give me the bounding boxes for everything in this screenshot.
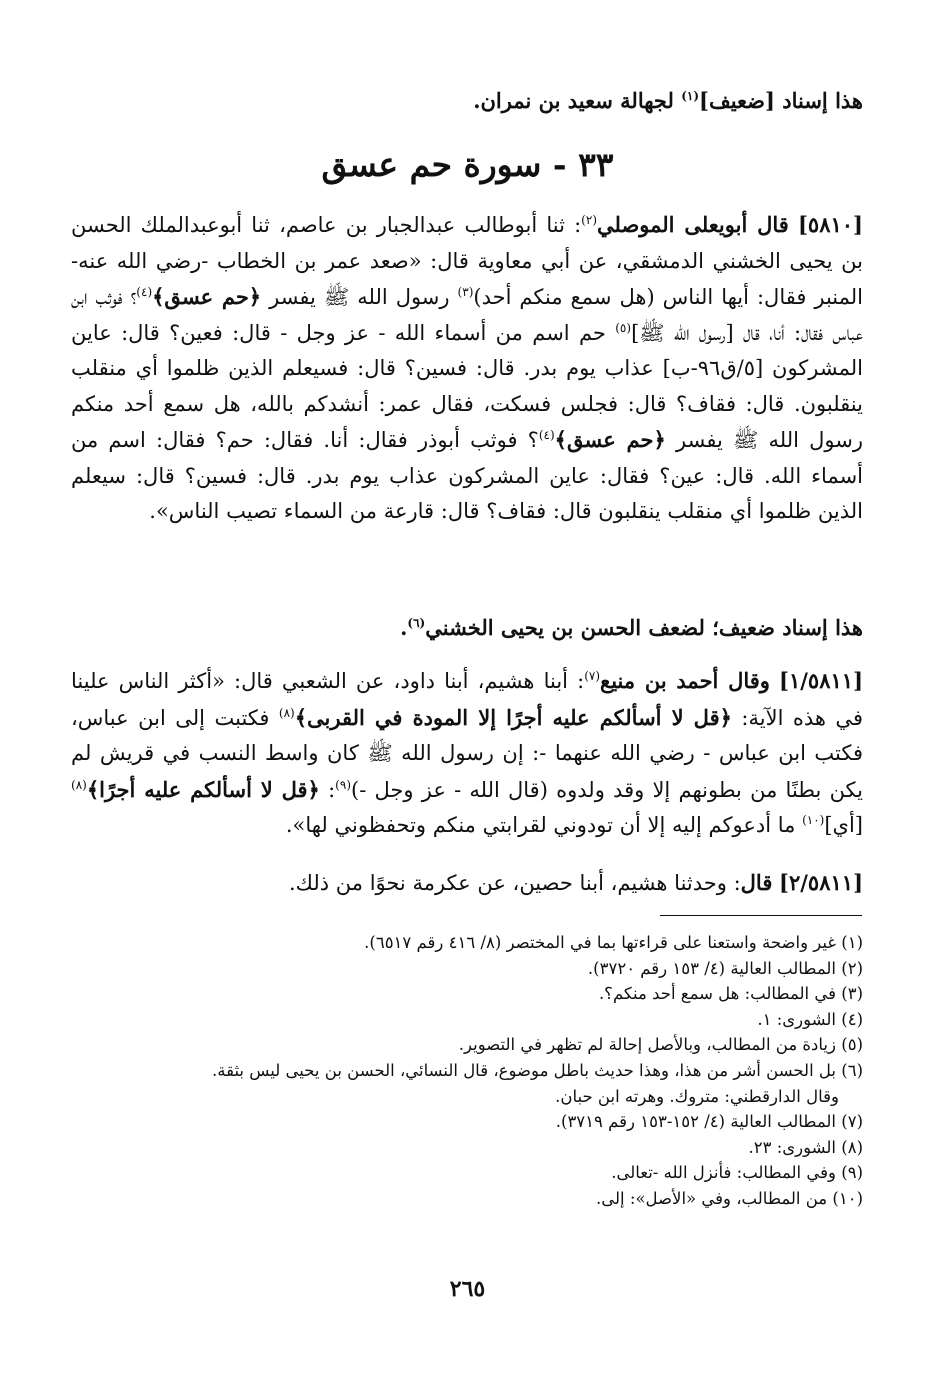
- narrator-caller: وقال أحمد بن منيع: [600, 668, 770, 693]
- verdict-end: .: [400, 615, 408, 640]
- verdict-text: هذا إسناد ضعيف؛ لضعف الحسن بن يحيى الخشني: [425, 615, 863, 640]
- footnote-ref-1: (١): [681, 89, 700, 103]
- footnote-ref-8: (٨): [71, 777, 87, 792]
- footnote: (١) غير واضحة واستعنا على قراءتها بما في المختصر (٨/ ٤١٦ رقم ٦٥١٧).: [364, 933, 863, 952]
- footnote: (٦) بل الحسن أشر من هذا، وهذا حديث باطل موضوع، قال النسائي، الحسن بن يحيى ليس بثقة.: [212, 1060, 863, 1080]
- footnote-ref-4: (٤): [136, 285, 153, 299]
- narrator-caller: قال: [740, 870, 773, 895]
- hadith-text: : وحدثنا هشيم، أبنا حصين، عن عكرمة نحوًا من ذلك.: [288, 871, 741, 895]
- hadith-5811-1: [71, 663, 863, 844]
- footnote-ref-9: (٩): [335, 777, 351, 792]
- footnote-ref-6: (٦): [407, 616, 426, 630]
- footnote-ref-10: (١٠): [802, 813, 825, 827]
- footnote: (٣) في المطالب: هل سمع أحد منكم؟.: [598, 984, 863, 1004]
- footnote-ref-3: (٣): [457, 285, 474, 299]
- note-text-b: لجهالة سعيد بن نمران.: [473, 88, 682, 113]
- footnote: (٤) الشورى: ١.: [757, 1009, 863, 1029]
- hadith-number: [١/٥٨١١]: [779, 668, 863, 693]
- hadith-text: حم اسم من أسماء الله - عز وجل - قال: فعين؟ قال: عاين المشركون [٥/ق٩٦-ب] عذاب يوم بدر. قال: فسين؟ قال: فسيعلم الذين ظلموا أي منقلب ينقلبون. قال: فقاف؟ قال: فجلس فسكت، فقال عمر: أنشدكم بالله، هل سمع أحد منكم رسول الله ﷺ يفسر: [71, 320, 863, 452]
- footnote-ref-4: (٤): [538, 428, 555, 442]
- hadith-text: : ثنا أبوطالب عبدالجبار بن عاصم، ثنا أبوعبدالملك الحسن بن يحيى الخشني الدمشقي، عن أبي معاوية قال: «صعد عمر بن الخطاب -رضي الله عنه- المنبر فقال: أيها الناس (هل سمع منكم أحد): [71, 213, 864, 309]
- footnote-ref-5: (٥): [615, 320, 632, 335]
- hadith-5810: [71, 207, 863, 530]
- narrator-caller: قال أبويعلى الموصلي: [597, 212, 789, 237]
- quran-verse: ﴿قل لا أسألكم عليه أجرًا إلا المودة في القربى﴾: [294, 704, 732, 730]
- footnote: (٢) المطالب العالية (٤/ ١٥٣ رقم ٣٧٢٠).: [587, 958, 863, 978]
- footnote-continuation: وقال الدارقطني: متروك. وهرته ابن حبان.: [555, 1086, 839, 1106]
- chain-verdict: [71, 610, 863, 646]
- note-text-a: هذا إسناد [ضعيف]: [699, 88, 863, 113]
- page-number: ٢٦٥: [449, 1276, 486, 1302]
- footnote: (٥) زيادة من المطالب، وبالأصل إحالة لم تظهر في التصوير.: [458, 1035, 863, 1055]
- quran-verse: ﴿حم عسق﴾: [554, 427, 666, 452]
- footnote: (٩) وفي المطالب: فأنزل الله -تعالى.: [611, 1163, 863, 1183]
- hadith-5811-2: [71, 865, 863, 902]
- hadith-text: ؟ فوثب ابن عباس فقال: أنا، قال [رسول الله ﷺ]: [71, 285, 863, 345]
- hadith-text: [أي]: [824, 813, 863, 837]
- footnote-divider: [660, 915, 862, 916]
- hadith-number: [٢/٥٨١١]: [779, 870, 863, 895]
- hadith-text: ما أدعوكم إليه إلا أن تودوني لقرابتي منكم وتحفظوني لها».: [285, 813, 803, 837]
- footnote-ref-8: (٨): [278, 705, 295, 720]
- quran-verse: ﴿حم عسق﴾: [152, 284, 262, 309]
- footnote-ref-7: (٧): [584, 669, 601, 683]
- hadith-text: :: [319, 777, 336, 802]
- footnote: (١٠) من المطالب، وفي «الأصل»: إلى.: [596, 1188, 863, 1208]
- footnotes-list: [71, 930, 863, 1212]
- hadith-text: رسول الله ﷺ يفسر: [261, 285, 458, 309]
- footnote: (٨) الشورى: ٢٣.: [748, 1137, 863, 1157]
- quran-verse: ﴿قل لا أسألكم عليه أجرًا﴾: [86, 776, 320, 802]
- footnote: (٧) المطالب العالية (٤/ ١٥٢-١٥٣ رقم ٣٧١٩).: [555, 1112, 863, 1132]
- weak-chain-note: [71, 83, 863, 119]
- footnote-ref-2: (٢): [581, 213, 597, 227]
- hadith-text: فكتبت إلى ابن عباس، فكتب ابن عباس - رضي الله عنهما -: إن رسول الله ﷺ كان واسط النسب في قريش لم يكن بطنًا من بطونهم إلا وقد ولدوه (قال الله - عز وجل -): [71, 705, 864, 802]
- surah-heading: ٣٣ - سورة حم عسق: [321, 145, 614, 184]
- hadith-text: ؟ فوثب أبوذر فقال: أنا. فقال: حم؟ فقال: اسم من أسماء الله. قال: عين؟ فقال: عاين المشركون عذاب يوم بدر. قال: فسين؟ قال: سيعلم الذين ظلموا أي منقلب ينقلبون قال: فقاف؟ قال: قارعة من السماء تصيب الناس».: [71, 428, 863, 523]
- hadith-text: : أبنا هشيم، أبنا داود، عن الشعبي قال: «أكثر الناس علينا في هذه الآية:: [71, 669, 863, 730]
- hadith-number: [٥٨١٠]: [797, 212, 863, 237]
